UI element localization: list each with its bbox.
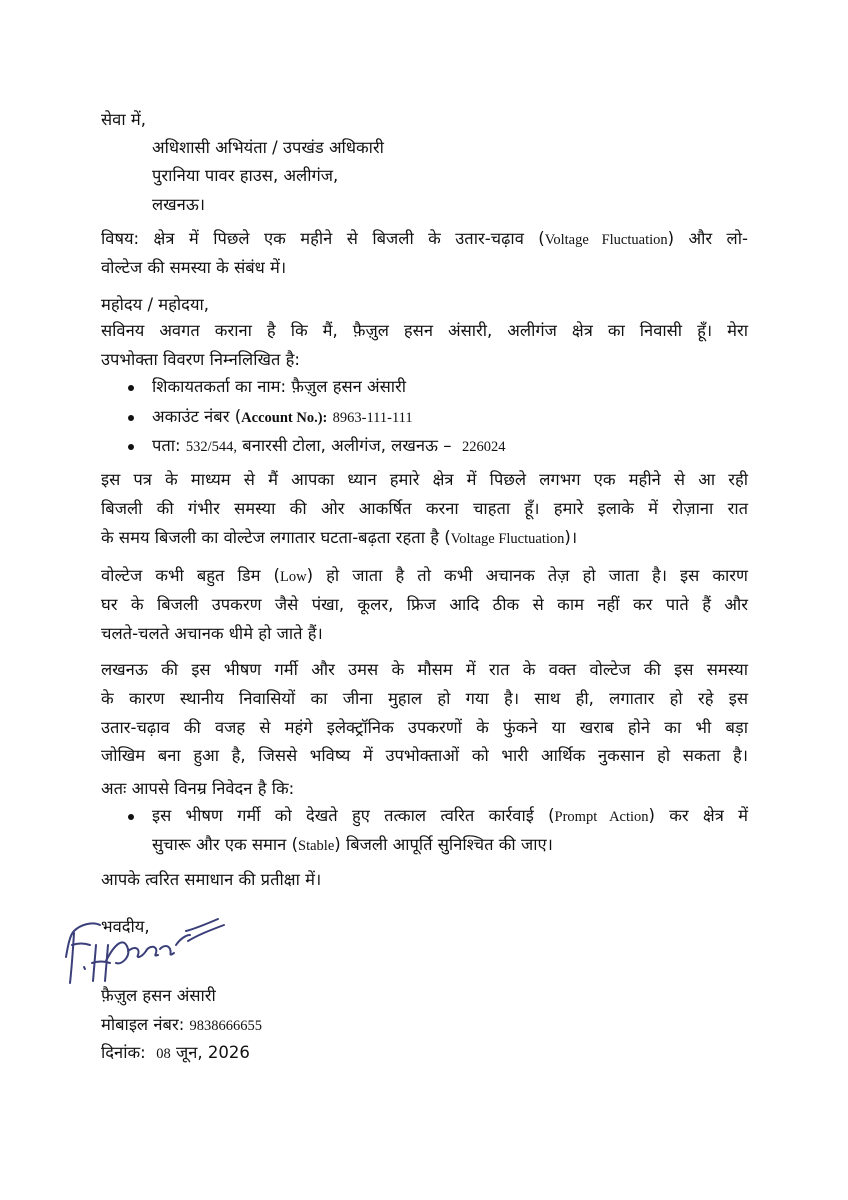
greeting: महोदय / महोदया, (101, 295, 210, 314)
para3-line-1: लखनऊ की इस भीषण गर्मी और उमस के मौसम में रात के वक्त वोल्टेज की इस समस्या (101, 660, 748, 679)
bullet-icon (128, 814, 134, 820)
recipient-office: पुरानिया पावर हाउस, अलीगंज, (152, 166, 339, 185)
recipient-designation: अधिशासी अभियंता / उपखंड अधिकारी (152, 138, 384, 157)
bullet-icon (128, 444, 134, 450)
salutation-to: सेवा में, (101, 110, 146, 129)
subject-line-2: वोल्टेज की समस्या के संबंध में। (101, 258, 287, 277)
handwritten-signature (58, 905, 228, 995)
detail-account: अकाउंट नंबर (Account No.): 8963-111-111 (152, 407, 413, 426)
detail-address: पता: 532/544, बनारसी टोला, अलीगंज, लखनऊ – 226024 (152, 436, 506, 455)
para3-line-3: उतार-चढ़ाव की वजह से महंगे इलेक्ट्रॉनिक उपकरणों के फुंकने या खराब होने का भी बड़ा (101, 718, 748, 737)
para3-line-4: जोखिम बना हुआ है, जिससे भविष्य में उपभोक्ताओं को भारी आर्थिक नुकसान हो सकता है। (101, 746, 748, 765)
intro-line-2: उपभोक्ता विवरण निम्नलिखित है: (101, 350, 300, 369)
request-intro: अतः आपसे विनम्र निवेदन है कि: (101, 779, 295, 798)
request-line-2: सुचारू और एक समान (Stable) बिजली आपूर्ति सुनिश्चित की जाए। (152, 835, 553, 854)
recipient-city: लखनऊ। (152, 195, 206, 214)
bullet-icon (128, 415, 134, 421)
para3-line-2: के कारण स्थानीय निवासियों का जीना मुहाल हो गया है। साथ ही, लगातार हो रहे इस (101, 689, 748, 708)
subject-line-1: विषय: क्षेत्र में पिछले एक महीने से बिजली के उतार-चढ़ाव (Voltage Fluctuation) और लो- (101, 229, 748, 248)
para2-line-2: घर के बिजली उपकरण जैसे पंखा, कूलर, फ्रिज आदि ठीक से काम नहीं कर पाते हैं और (101, 595, 748, 614)
sender-mobile: मोबाइल नंबर: 9838666655 (101, 1015, 263, 1034)
para1-line-1: इस पत्र के माध्यम से मैं आपका ध्यान हमारे क्षेत्र में पिछले लगभग एक महीने से आ रही (101, 470, 748, 489)
closing-wait: आपके त्वरित समाधान की प्रतीक्षा में। (101, 870, 322, 889)
para2-line-1: वोल्टेज कभी बहुत डिम (Low) हो जाता है तो कभी अचानक तेज़ हो जाता है। इस कारण (101, 566, 748, 585)
intro-line-1: सविनय अवगत कराना है कि मैं, फ़ैज़ुल हसन अंसारी, अलीगंज क्षेत्र का निवासी हूँ। मेरा (101, 321, 748, 340)
sender-name: फ़ैज़ुल हसन अंसारी (101, 986, 216, 1005)
request-line-1: इस भीषण गर्मी को देखते हुए तत्काल त्वरित कार्रवाई (Prompt Action) कर क्षेत्र में (152, 806, 748, 825)
para1-line-3: के समय बिजली का वोल्टेज लगातार घटता-बढ़ता रहता है (Voltage Fluctuation)। (101, 528, 578, 547)
detail-name: शिकायतकर्ता का नाम: फ़ैज़ुल हसन अंसारी (152, 377, 407, 396)
para2-line-3: चलते-चलते अचानक धीमे हो जाते हैं। (101, 624, 323, 643)
letter-date: दिनांक: 08 जून, 2026 (101, 1043, 250, 1062)
bullet-icon (128, 385, 134, 391)
para1-line-2: बिजली की गंभीर समस्या की ओर आकर्षित करना चाहता हूँ। हमारे इलाके में रोज़ाना रात (101, 499, 748, 518)
closing: भवदीय, (101, 917, 150, 936)
